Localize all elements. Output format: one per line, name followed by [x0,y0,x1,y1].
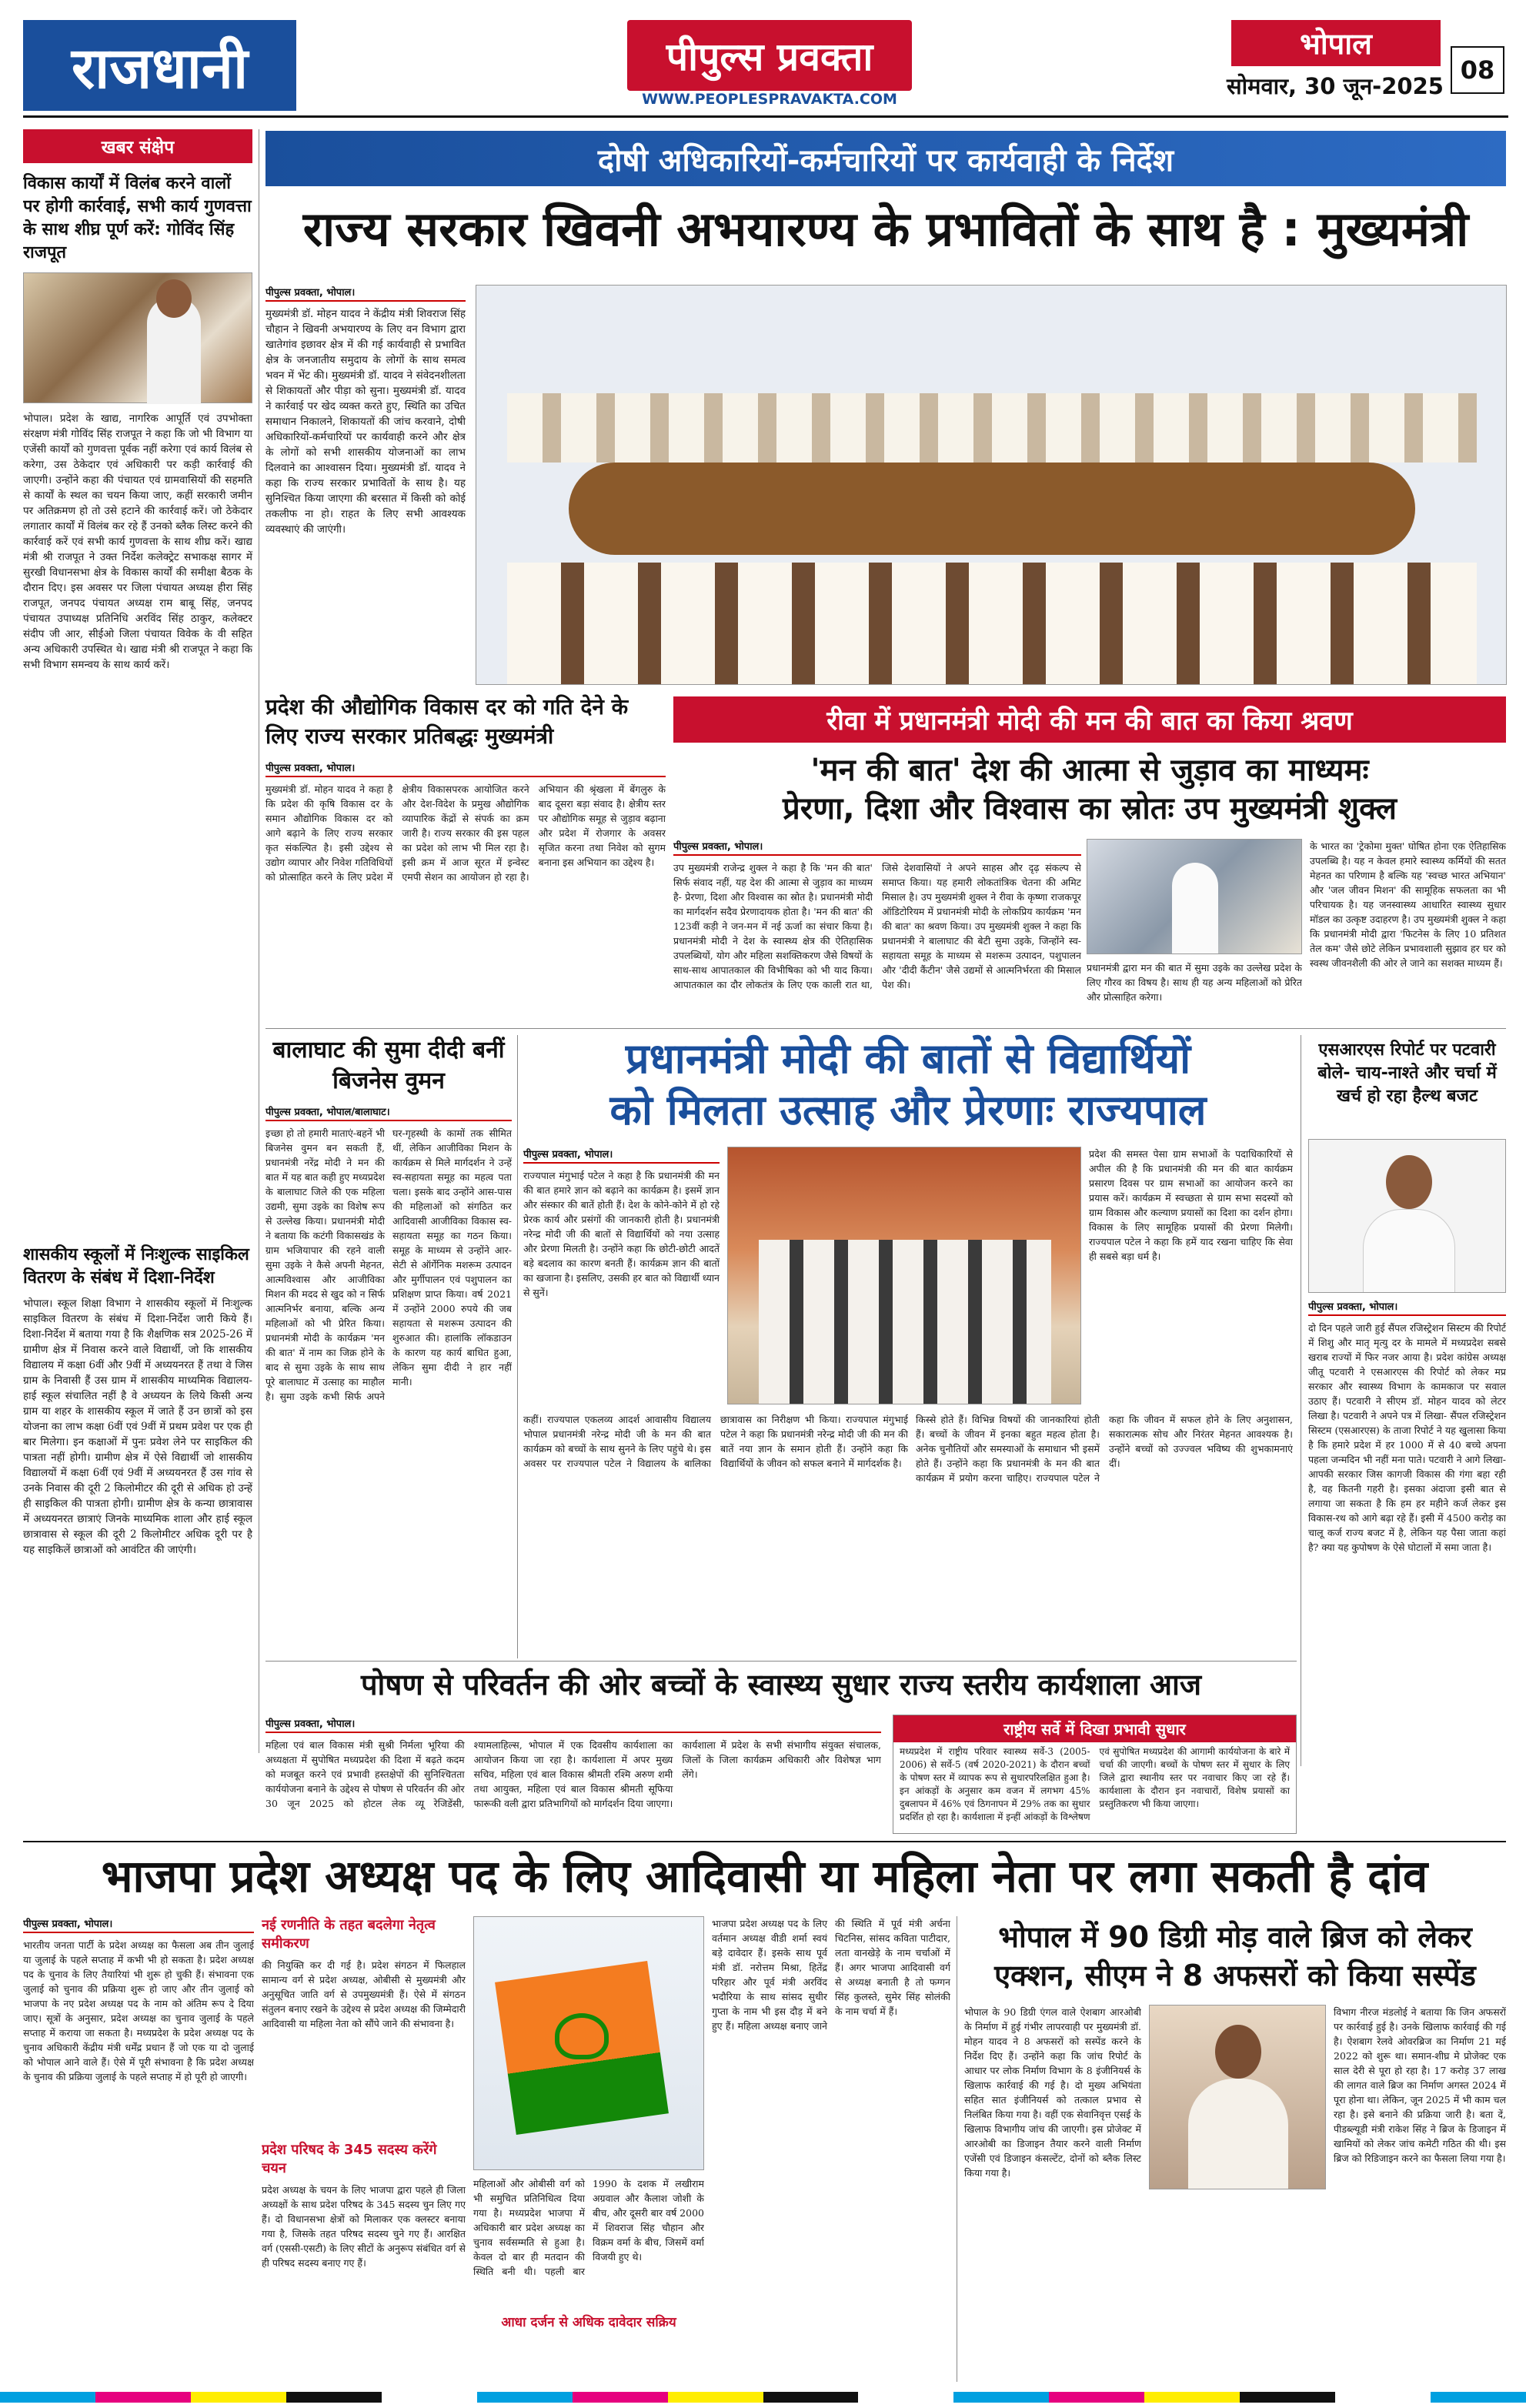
bjp-body-2: की नियुक्ति कर दी गई है। प्रदेश संगठन में फिलहाल सामान्य वर्ग से प्रदेश अध्यक्ष, ओबीसी से मुख्यमंत्री और अनुसूचित जाति वर्ग से उपमुख्यमंत्री हैं। ऐसे में संगठन संतुलन बनाए रखने के उद्देश्य से प्रदेश अध्यक्ष की जिम्मेदारी आदिवासी या महिला नेता को सौंपे जाने की संभावना है। [262,1959,466,2029]
governor-headline-1: प्रधानमंत्री मोदी की बातों से विद्यार्थियों [625,1034,1191,1083]
section-rule-2 [265,1661,1297,1662]
masthead [0,0,1526,117]
person-head [156,279,192,318]
meeting-participants [507,393,1477,463]
mann-headline-1: 'मन की बात' देश की आत्मा से जुड़ाव का माध्यमः [810,753,1369,788]
bridge-cm-photo [1149,2005,1326,2189]
issue-date: सोमवार, 30 जून-2025 [1227,73,1444,99]
meeting-table [569,463,1415,555]
poshan-survey-box [893,1715,1297,1834]
section-rule-3 [23,1841,1506,1842]
lead-dateline: पीपुल्स प्रवक्ता, भोपाल। [265,285,466,302]
governor-headline-2: को मिलता उत्साह और प्रेरणाः राज्यपाल [609,1086,1207,1134]
meeting-participants-front [507,563,1477,685]
mann-headline-2: प्रेरणा, दिशा और विश्वास का स्रोतः उप मुख्यमंत्री शुक्ल [782,791,1397,827]
balaghat-headline: बालाघाट की सुमा दीदी बनीं बिजनेस वुमन [272,1037,505,1094]
lead-body: पीपुल्स प्रवक्ता, भोपाल। मुख्यमंत्री डॉ. मोहन यादव ने केंद्रीय मंत्री शिवराज सिंह चौहान ने खिवनी अभयारण्य के लिए वन विभाग द्वारा खातेगांव इछावर क्षेत्र में की गई कार्यवाही से प्रभावित क्षेत्र के जनजातीय समुदाय के लोगों के साथ समत्व भवन में भेंट की। मुख्यमंत्री डॉ. यादव ने संवेदनशीलता से शिकायतों और पीड़ा को सुना। मुख्यमंत्री डॉ. यादव ने कार्रवाई पर खेद व्यक्त करते हुए, स्थिति का उचित समाधान निकालने, शिकायतों की जांच करवाने, दोषी अधिकारियों-कर्मचारियों पर कार्यवाही करने और क्षेत्र के लोगों को सभी शासकीय योजनाओं का लाभ दिलवाने का आश्वासन दिया। मुख्यमंत्री डॉ. यादव ने कहा कि राज्य सरकार प्रभावितों के साथ है। यह सुनिश्चित किया जाएगा की बरसात में किसी को कोई तकलीफ ना हो। राहत के लिए सभी आवश्यक व्यवस्थाएं की जाएंगी। [265,285,466,685]
governor-photo [727,1147,1081,1404]
section-tag [23,20,296,111]
srs-body: पीपुल्स प्रवक्ता, भोपाल। दो दिन पहले जारी हुई सैंपल रजिस्ट्रेशन सिस्टम की रिपोर्ट में शिशु और मातृ मृत्यु दर के मामले में मध्यप्रदेश सबसे खराब राज्यों में फिर नजर आया है। प्रदेश कांग्रेस अध्यक्ष जीतू पटवारी ने एसआरएस की रिपोर्ट को लेकर मप्र सरकार और स्वास्थ्य विभाग के कामकाज पर सवाल उठाए हैं। पटवारी ने सीएम डॉ. मोहन यादव को लेटर लिखा है। पटवारी ने अपने पत्र में लिखा- सैंपल रजिस्ट्रेशन सिस्टम (एसआरएस) के ताजा रिपोर्ट ने यह खुलासा किया है कि हमारे प्रदेश में हर 1000 में से 40 बच्चे अपना पहला जन्मदिन भी नहीं मना पाते। पटवारी ने आगे लिखा- आपकी सरकार जिस कागजी विकास की गंगा बहा रही है, वह कितनी गहरी है। इसका अंदाजा इसी बात से लगाया जा सकता है कि हम हर महीने कर्ज लेकर इस विकास-रथ को आगे बढ़ा रहे हैं। इसी में 4500 करोड़ का चालू कर्ज राज्य बजट में है, लेकिन यह पैसा जाता कहां है? क्या यह कुपोषण के ऐसे घोटालों में समा जाता है। [1308,1299,1506,1761]
section-title: राजधानी [71,35,249,102]
masthead-rule [23,115,1508,118]
bjp-body-2-col [262,1916,466,2382]
lotus-icon [555,2013,609,2059]
industrial-headline: प्रदेश की औद्योगिक विकास दर को गति देने के लिए राज्य सरकार प्रतिबद्धः मुख्यमंत्री [265,694,629,749]
srs-headline: एसआरएस रिपोर्ट पर पटवारी बोले- चाय-नाश्ते और चर्चा में खर्च हो रहा हैल्थ बजट [1317,1040,1497,1106]
mann-kicker: रीवा में प्रधानमंत्री मोदी की मन की बात का किया श्रवण [673,696,1506,743]
poshan-headline: पोषण से परिवर्तन की ओर बच्चों के स्वास्थ्य सुधार राज्य स्तरीय कार्यशाला आज [360,1668,1202,1702]
bjp-headline: भाजपा प्रदेश अध्यक्ष पद के लिए आदिवासी या महिला नेता पर लगा सकती है दांव [101,1850,1428,1902]
sidebar-story-1-headline: विकास कार्यों में विलंब करने वालों पर होगी कार्रवाई, सभी कार्य गुणवत्ता के साथ शीघ्र पूर्ण करें: गोविंद सिंह राजपूत [23,174,252,262]
mann-photo-caption: प्रधानमंत्री द्वारा मन की बात में सुमा उइके का उल्लेख प्रदेश के लिए गौरव का विषय है। साथ ही यह अन्य महिलाओं को प्रेरित और प्रोत्साहित करेगा। [1087,962,1302,1003]
governor-body-1: पीपुल्स प्रवक्ता, भोपाल। राज्यपाल मंगुभाई पटेल ने कहा है कि प्रधानमंत्री की मन की बात हमारे ज्ञान को बढ़ाने का कार्यक्रम है। इसमें ज्ञान और संस्कार की बातें होती हैं। देश के कोने-कोने में हो रहे प्रेरक कार्य और प्रसंगों की जानकारी होती है। प्रधानमंत्री नरेन्द्र मोदी जी की बातों से विद्यार्थियों को नया उत्साह और प्रेरणा मिलती है। उन्होंने कहा कि छोटी-छोटी आदतें बड़े बदलाव का कारण बनती हैं। कार्यक्रम ज्ञान की बातों का खजाना है। इसलिए, उसकी हर बात को विद्यार्थी ध्यान से सुनें। [523,1147,720,1404]
bjp-body-3: प्रदेश अध्यक्ष के चयन के लिए भाजपा द्वारा पहले ही जिला अध्यक्षों के साथ प्रदेश परिषद के 345 सदस्य चुन लिए गए हैं। दो विधानसभा क्षेत्रों को मिलाकर एक क्लस्टर बनाया गया है, जिसके तहत परिषद सदस्य चुने गए हैं। आरक्षित वर्ग (एससी-एसटी) के लिए सीटों के अनुरूप संबंधित वर्ग से ही परिषद सदस्य बनाए गए हैं। [262,2184,466,2269]
governor-body-3: किस्से होते हैं। विभिन्न विषयों की जानकारियां होती हैं। बच्चों के जीवन में इनका बहुत महत्व होता है। अनेक चुनौतियों और समस्याओं के समाधान भी इसमें होते हैं। उन्होंने कहा कि प्रधानमंत्री के मन की बात कार्यक्रम में प्रयोग करना चाहिए। राज्यपाल पटेल ने कहा कि जीवन में सफल होने के लिए अनुशासन, सकारात्मक सोच और निरंतर मेहनत आवश्यक है। उन्होंने बच्चों को उज्ज्वल भविष्य की शुभकामनाएं दीं। [916,1414,1293,1484]
governor-group [759,1240,1051,1404]
page-number: 08 [1451,46,1504,94]
bjp-photo-caption: महिलाओं और ओबीसी वर्ग को भी समुचित प्रतिनिधित्व दिया गया है। मध्यप्रदेश भाजपा में अधिकारी बार प्रदेश अध्यक्ष का चुनाव सर्वसम्मति से हुआ है। केवल दो बार ही मतदान की स्थिति बनी थी। पहली बार 1990 के दशक में लखीराम अग्रवाल और कैलाश जोशी के बीच, और दूसरी बार वर्ष 2000 में शिवराज सिंह चौहान और विक्रम वर्मा के बीच, जिसमें वर्मा विजयी हुए थे। [473,2178,704,2277]
bridge-body-2: विभाग नीरज मंडलोई ने बताया कि जिन अफसरों पर कार्रवाई हुई है। उनके खिलाफ कार्रवाई की गई है। ऐशबाग रेलवे ओवरब्रिज का निर्माण 21 मई 2022 को शुरू था। समान-शीघ्र मे प्रोजेक्ट एक साल देरी से पूरा हो रहा है। 17 करोड़ 37 लाख की लागत वाले ब्रिज का निर्माण अगस्त 2024 में पूरा होना था। लेकिन, जून 2025 में भी काम चल रहा है। इसे बनाने की प्रक्रिया जारी है। बता दें, पीडब्ल्यूडी मंत्री राकेश सिंह ने ब्रिज के डिजाइन में खामियों को लेकर जांच कमेटी गठित की थी। इस ब्रिज को रिडिजाइन करने का फैसला लिया गया है। [1334,2006,1506,2164]
bjp-body-1: पीपुल्स प्रवक्ता, भोपाल। भारतीय जनता पार्टी के प्रदेश अध्यक्ष का फैसला अब तीन जुलाई या जुलाई के पहले सप्ताह में कभी भी हो सकता है। प्रदेश अध्यक्ष पद के चुनाव के लिए तैयारियां भी शुरू हो चुकी हैं। संभावना एक जुलाई को चुनाव की प्रक्रिया शुरू हो जाए और तीन जुलाई को भाजपा के नए प्रदेश अध्यक्ष पद के नाम को अंतिम रूप दे दिया जाए। सूत्रों के अनुसार, प्रदेश अध्यक्ष का चुनाव जुलाई के पहले सप्ताह में कराया जा सकता है। मध्यप्रदेश के प्रदेश अध्यक्ष पद के चुनाव अधिकारी केंद्रीय मंत्री धर्मेंद्र प्रधान हैं जो एक या दो जुलाई को भोपाल आने वाले हैं। ऐसे में पूरी संभावना है कि प्रदेश अध्यक्ष के चुनाव की प्रक्रिया जुलाई के पहले सप्ताह में हो पूरी हो जाएगी। [23,1916,254,2382]
lead-headline: राज्य सरकार खिवनी अभयारण्य के प्रभावितों के साथ है : मुख्यमंत्री [302,201,1469,257]
survey-box-body: मध्यप्रदेश में राष्ट्रीय परिवार स्वास्थ्य सर्वे-3 (2005-2006) से सर्वे-5 (वर्ष 2020-2021) के दौरान बच्चों के पोषण स्तर में व्यापक रूप से सुधारपरिलक्षित हुआ है। इन आंकड़ों के अनुसार कम वजन में लगभग 45% दुबलापन में 46% एवं ठिगनापन में 29% तक का सुधार प्रदर्शित हो रहा है। कार्यशाला में इन्हीं आंकड़ों के विश्लेषण एवं सुपोषित मध्यप्रदेश की आगामी कार्ययोजना के बारे में चर्चा की जाएगी। बच्चों के पोषण स्तर में सुधार के लिए जिले द्वारा स्थानीय स्तर पर नवाचार किए जा रहे हैं। कार्यशाला के दौरान इन नवाचारों, विशेष प्रयासों का प्रस्तुतिकरण भी किया जाएगा। [900,1746,1290,1822]
srs-photo [1308,1139,1506,1293]
mann-body-right: के भारत का 'ट्रेकोमा मुक्त' घोषित होना एक ऐतिहासिक उपलब्धि है। यह न केवल हमारे स्वास्थ्य कर्मियों की सतत मेहनत का परिणाम है बल्कि यह 'स्वच्छ भारत अभियान' और 'जल जीवन मिशन' की सामूहिक सफलता का भी परिचायक है। यह जनस्वास्थ्य आधारित स्वास्थ्य सुधार मॉडल का उत्कृष्ट उदाहरण है। उप मुख्यमंत्री शुक्ल ने कहा कि प्रधानमंत्री मोदी द्वारा 'फिटनेस के लिए 10 प्रतिशत तेल कम' जैसे छोटे लेकिन प्रभावशाली सुझाव हर घर को स्वस्थ जीवनशैली की ओर ले जाने का सशक्त माध्यम हैं। [1310,840,1506,969]
lead-kicker: दोषी अधिकारियों-कर्मचारियों पर कार्यवाही के निर्देश [265,131,1506,186]
bjp-flag-photo [473,1916,704,2170]
city-name: भोपाल [1300,27,1372,61]
bridge-body-1: भोपाल के 90 डिग्री एंगल वाले ऐशबाग आरओबी के निर्माण में हुई गंभीर लापरवाही पर मुख्यमंत्री डॉ. मोहन यादव ने 8 अफसरों को सस्पेंड करने के निर्देश दिए हैं। उन्होंने कहा कि जांच रिपोर्ट के आधार पर लोक निर्माण विभाग के 8 इंजीनियर्स के खिलाफ कार्रवाई की गई है। दो मुख्य अभियंता सहित सात इंजीनियर्स को तत्काल प्रभाव से निलंबित किया गया है। वहीं एक सेवानिवृत्त एसई के खिलाफ विभागीय जांच की जाएगी। इस प्रोजेक्ट में आरओबी का डिजाइन तैयार करने वाली निर्माण एजेंसी एवं डिजाइन कंसल्टेंट, दोनों को ब्लैक लिस्ट किया गया है। [964,2006,1141,2179]
industrial-body: पीपुल्स प्रवक्ता, भोपाल। मुख्यमंत्री डॉ. मोहन यादव ने कहा है कि प्रदेश की कृषि विकास दर के समान औद्योगिक विकास दर को आगे बढ़ाने के लिए राज्य सरकार कृत संकल्पित है। इसी उद्देश्य से उद्योग व्यापार और निवेश गतिविधियों को प्रोत्साहित करने के लिए प्रदेश में क्षेत्रीय विकासपरक आयोजित करने और देश-विदेश के प्रमुख औद्योगिक व्यापारिक केंद्रों से संपर्क का क्रम जारी है। राज्य सरकार की इस पहल का प्रदेश को लाभ भी मिल रहा है। इसी क्रम में आज सूरत में इन्वेस्ट एमपी सेशन का आयोजन हो रहा है। अभियान की श्रृंखला में बेंगलुरु के बाद दूसरा बड़ा संवाद है। क्षेत्रीय स्तर पर औद्योगिक समूह से जुड़ाव बढ़ाना और प्रदेश में रोजगार के अवसर सृजित करना तथा निवेश को सुगम बनाना इस अभियान का उद्देश्य है। [265,760,666,1022]
bjp-subhead-1: नई रणनीति के तहत बदलेगा नेतृत्व समीकरण [262,1917,436,1952]
person-shape [1172,863,1218,954]
balaghat-divider [517,1035,518,1658]
bjp-subhead-2: प्रदेश परिषद के 345 सदस्य करेंगे चयन [262,2142,437,2176]
news-brief-label: खबर संक्षेप [23,129,252,163]
balaghat-body: पीपुल्स प्रवक्ता, भोपाल/बालाघाट। इच्छा हो तो हमारी माताएं-बहनें भी बिजनेस वुमन बन सकती हैं, प्रधानमंत्री नरेंद्र मोदी ने मन की बात में यह बात कही हुए मध्यप्रदेश के बालाघाट जिले की एक महिला उद्यमी, सुमा उइके का विशेष रूप से उल्लेख किया। प्रधानमंत्री मोदी ने बताया कि कटंगी विकासखंड के ग्राम भजियापार की रहने वाली सुमा उइके ने कैसे अपनी मेहनत, आत्मविश्वास और आजीविका मिशन की मदद से खुद को न सिर्फ आत्मनिर्भर बनाया, बल्कि अन्य महिलाओं को भी प्रेरित किया। प्रधानमंत्री मोदी के कार्यक्रम 'मन की बात' में नाम का जिक्र होने के बाद से सुमा उइके के साथ साथ पूरे बालाघाट में उत्साह का माहौल है। सुमा उइके कभी सिर्फ अपने घर-गृहस्थी के कामों तक सीमित थीं, लेकिन आजीविका मिशन के कार्यक्रम से मिले मार्गदर्शन ने उन्हें स्व-सहायता समूह का महत्व पता चला। इसके बाद उन्होंने आस-पास की महिलाओं को संगठित कर आदिवासी आजीविका विकास स्व-सहायता समूह का गठन किया। समूह के माध्यम से उन्होंने आर-सेटी से ऑर्गेनिक मशरूम उत्पादन और मुर्गीपालन एवं पशुपालन का प्रशिक्षण प्राप्त किया। वर्ष 2021 में उन्होंने 2000 रुपये की जब सहायता से मशरूम उत्पादन की शुरुआत की। हालांकि लॉकडाउन के कारण यह कार्य बाधित हुआ, लेकिन सुमा दीदी ने हार नहीं मानी। [265,1104,512,1658]
logo [627,20,912,91]
section-rule-1 [265,1028,1506,1029]
city-tag [1231,20,1441,66]
bjp-subhead-3: आधा दर्जन से अधिक दावेदार सक्रिय [501,2315,676,2330]
politician-body [1363,1209,1455,1293]
news-brief-sidebar [23,129,252,1753]
lead-meeting-photo [476,285,1507,685]
sidebar-story-1-photo [23,272,252,403]
cm-head [1215,2025,1261,2079]
mann-body: पीपुल्स प्रवक्ता, भोपाल। उप मुख्यमंत्री राजेन्द्र शुक्ल ने कहा है कि 'मन की बात' सिर्फ संवाद नहीं, यह देश की आत्मा से जुड़ाव का माध्यम है- प्रेरणा, दिशा और विश्वास का स्रोत है। प्रधानमंत्री मोदी का मार्गदर्शन सदैव प्रेरणादायक होता है। 'मन की बात' की 123वीं कड़ी ने जन-मन में नई ऊर्जा का संचार किया है। प्रधानमंत्री मोदी ने देश के स्वास्थ्य क्षेत्र की ऐतिहासिक उपलब्धियों, योग और महिला सशक्तिकरण जैसे विषयों के साथ-साथ आपातकाल की विभीषिका को भी याद किया। आपातकाल का दौर लोकतंत्र के लिए एक काली रात था, जिसे देशवासियों ने अपने साहस और दृढ़ संकल्प से समाप्त किया। यह हमारी लोकतांत्रिक चेतना की अमिट मिसाल है। उप मुख्यमंत्री शुक्ल ने रीवा के कृष्णा राजकपूर ऑडिटोरियम में प्रधानमंत्री मोदी के लोकप्रिय कार्यक्रम 'मन की बात' का श्रवण किया। उप मुख्यमंत्री शुक्ल ने कहा कि प्रधानमंत्री ने बालाघाट की बेटी सुमा उइके, जिन्होंने स्व-सहायता समूह के माध्यम से मशरूम उत्पादन, पशुपालन और 'दीदी कैंटीन' जैसे उद्यमों से आत्मनिर्भरता की मिसाल पेश की। [673,839,1081,1024]
poshan-body: पीपुल्स प्रवक्ता, भोपाल। महिला एवं बाल विकास मंत्री सुश्री निर्मला भूरिया की अध्यक्षता में सुपोषित मध्यप्रदेश की दिशा में बढ़ते कदम को मजबूत करने एवं प्रभावी हस्तक्षेपों की सुनिश्चितता कार्ययोजना बनाने के उद्देश्य से पोषण से परिवर्तन की ओर 30 जून 2025 को होटल लेक व्यू रेजिडेंसी, श्यामलाहिल्स, भोपाल में एक दिवसीय कार्यशाला का आयोजन किया जा रहा है। कार्यशाला में अपर मुख्य सचिव, महिला एवं बाल विकास श्रीमती रश्मि अरुण शमी तथा आयुक्त, महिला एवं बाल विकास श्रीमती सूफिया फारूकी वली द्वारा प्रतिभागियों को मार्गदर्शन दिया जाएगा। कार्यशाला में प्रदेश के सभी संभागीय संयुक्त संचालक, जिलों के जिला कार्यक्रम अधिकारी और विशेषज्ञ भाग लेंगे। [265,1716,881,1832]
politician-head [1386,1155,1432,1209]
sidebar-story-1-body: भोपाल। प्रदेश के खाद्य, नागरिक आपूर्ति एवं उपभोक्ता संरक्षण मंत्री गोविंद सिंह राजपूत ने कहा कि जो भी विभाग या एजेंसी कार्यों को गुणवत्ता पूर्वक नहीं करेगा एवं कार्य विलंब से करेगा, उस ठेकेदार एवं अधिकारी पर कड़ी कार्रवाई की जाएगी। उन्होंने कहा की पंचायत एवं ग्रामवासियों की सहमति से कार्यों के स्थल का चयन किया जाए, कहीं सरकारी जमीन पर अतिक्रमण हो तो उसे हटाने की कार्रवाई करें। जो ठेकेदार लगातार कार्यों में विलंब कर रहे हैं उनको ब्लैक लिस्ट करने की कार्रवाई करें एवं सभी कार्य गुणवत्ता के साथ शीघ्र करें। खाद्य मंत्री श्री राजपूत ने उक्त निर्देश कलेक्ट्रेट सभाकक्ष सागर में सुरखी विधानसभा क्षेत्र के विकास कार्यों की समीक्षा बैठक के दौरान दिए। इस अवसर पर जिला पंचायत अध्यक्ष हीरा सिंह राजपूत, जनपद पंचायत अध्यक्ष राम बाबू सिंह, जनपद पंचायत उपाध्यक्ष प्रतिनिधि अरविंद सिंह ठाकुर, कलेक्टर संदीप जी आर, सीईओ जिला पंचायत विवेक के वी सहित अन्य अधिकारी उपस्थित थे। खाद्य मंत्री श्री राजपूत ने कहा कि सभी विभाग समन्वय के साथ कार्य करें। [23,412,252,671]
sidebar-story-2-headline: शासकीय स्कूलों में निःशुल्क साइकिल वितरण के संबंध में दिशा-निर्देश [23,1245,249,1287]
cm-body [1188,2079,1288,2189]
color-registration-strip [0,2392,1526,2403]
sidebar-story-2-body: भोपाल। स्कूल शिक्षा विभाग ने शासकीय स्कूलों में निःशुल्क साइकिल वितरण के संबंध में दिशा-निर्देश जारी किये हैं। दिशा-निर्देश में बताया गया है कि शैक्षणिक सत्र 2025-26 में ग्रामीण क्षेत्र में निवास करने वाले विद्यार्थी, जो कि शासकीय विद्यालय में कक्षा 6वीं और 9वीं में अध्ययनरत हैं तथा वे जिस ग्राम के निवासी हैं उस ग्राम में शासकीय माध्यमिक विद्यालय-हाई स्कूल संचालित नहीं है वे अध्ययन के लिये किसी अन्य ग्राम या शहर के शासकीय स्कूल में जाते हैं उन छात्रों को इस योजना का लाभ कक्षा 6वीं एवं 9वीं में प्रथम प्रवेश पर एक ही बार मिलेगा। इन कक्षाओं में पुनः प्रवेश लेने पर साइकिल की पात्रता नहीं होगी। ग्रामीण क्षेत्र में ऐसे विद्यार्थी जो शासकीय विद्यालयों में कक्षा 6वीं एवं 9वीं में अध्ययनरत हैं उस गांव से उनके निवास की दूरी 2 किलोमीटर की दूरी से अधिक हो उन्हें ही साइकिल की पात्रता होगी। ग्रामीण क्षेत्र के कन्या छात्रावास में अध्ययनरत छात्राएं जिनके माध्यमिक शाला और हाई स्कूल छात्रावास से स्कूल की दूरी 2 किलोमीटर अधिक दूरी पर है यह साइकिलें छात्राओं को आवंटित की जाएंगी। [23,1298,252,1556]
governor-body-4: प्रदेश की समस्त पेसा ग्राम सभाओं के पदाधिकारियों से अपील की है कि प्रधानमंत्री की मन की बात कार्यक्रम प्रसारण दिवस पर ग्राम सभाओं का आयोजन करने का प्रयास करें। कार्यक्रम में स्वच्छता से ग्राम सभा सदस्यों को ग्राम विकास और कल्याण प्रयासों का दिशा का दर्शन होगा। विकास के लिए सामूहिक प्रयासों की प्रेरणा मिलेगी। राज्यपाल पटेल ने कहा कि हमें याद रखना चाहिए कि सेवा ही सबसे बड़ा धर्म है। [1089,1148,1293,1262]
mann-photo [1087,839,1302,954]
website: WWW.PEOPLESPRAVAKTA.COM [642,91,897,108]
paper-name: पीपुल्स प्रवक्ता [666,35,873,79]
bjp-body-4: भाजपा प्रदेश अध्यक्ष पद के लिए वर्तमान अध्यक्ष वीडी शर्मा स्वयं बड़े दावेदार हैं। इसके साथ पूर्व मंत्री डॉ. नरोत्तम मिश्रा, हितेंद्र परिहार और पूर्व मंत्री अरविंद भदौरिया के साथ सांसद सुधीर गुप्ता के नाम भी इस दौड़ में बने हुए हैं। महिला अध्यक्ष बनाए जाने की स्थिति में पूर्व मंत्री अर्चना चिटनिस, सांसद कविता पाटीदार, लता वानखेड़े के नाम चर्चाओं में हैं। अगर भाजपा आदिवासी वर्ग से अध्यक्ष बनाती है तो फग्गन सिंह कुलस्ते, सुमेर सिंह सोलंकी के नाम चर्चा में हैं। [712,1918,950,2032]
survey-box-title: राष्ट्रीय सर्वे में दिखा प्रभावी सुधार [893,1715,1296,1742]
governor-body-2: कहीं। राज्यपाल एकलव्य आदर्श आवासीय विद्यालय भोपाल प्रधानमंत्री नरेन्द्र मोदी जी के मन की बात कार्यक्रम को बच्चों के साथ सुनने के लिए पहुंचे थे। इस अवसर पर राज्यपाल पटेल ने विद्यालय के बालिका छात्रावास का निरीक्षण भी किया। राज्यपाल मंगुभाई पटेल ने कहा कि प्रधानमंत्री नरेन्द्र मोदी जी की मन की बातें नया ज्ञान के समान होती हैं। उन्होंने कहा कि विद्यार्थियों के जीवन को सफल बनाने में मार्गदर्शक है। [523,1414,908,1469]
bridge-headline: भोपाल में 90 डिग्री मोड़ वाले ब्रिज को लेकर एक्शन, सीएम ने 8 अफसरों को किया सस्पेंड [994,1920,1476,1992]
